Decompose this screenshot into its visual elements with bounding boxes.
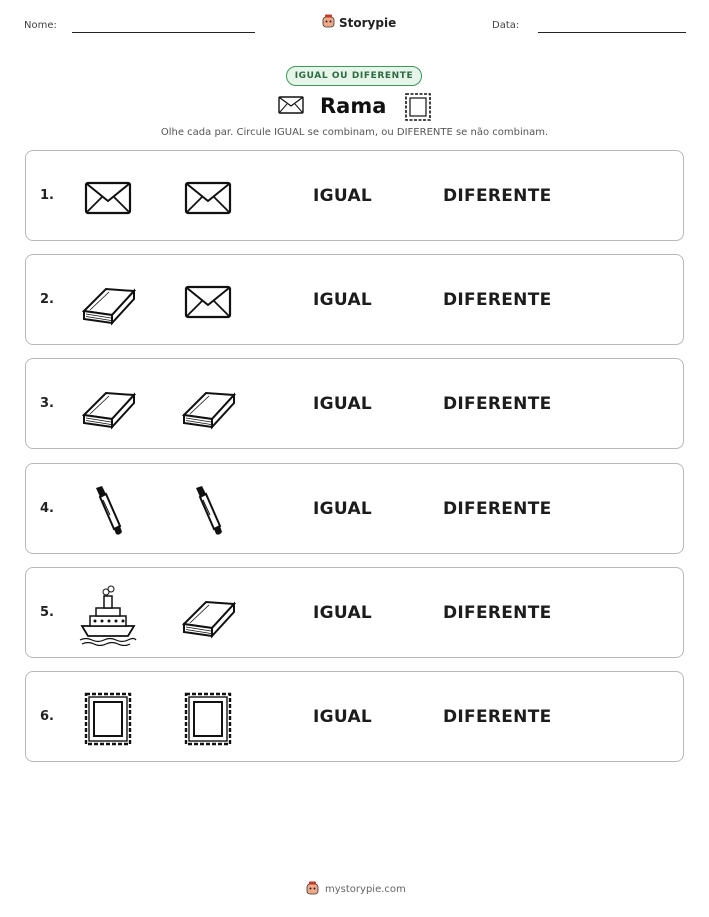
option-different[interactable]: DIFERENTE (443, 499, 552, 519)
book-icon (176, 584, 240, 646)
option-different[interactable]: DIFERENTE (443, 186, 552, 206)
book-icon (176, 375, 240, 437)
stamp-icon (404, 92, 432, 122)
exercise-row (25, 671, 684, 762)
worksheet-tag: IGUAL OU DIFERENTE (286, 66, 422, 86)
storypie-logo-icon (306, 880, 319, 899)
book-icon (76, 271, 140, 333)
row-number: 4. (40, 501, 54, 516)
stamp-icon (76, 688, 140, 750)
book-icon (76, 375, 140, 437)
footer (306, 880, 406, 899)
option-different[interactable]: DIFERENTE (443, 394, 552, 414)
option-same[interactable]: IGUAL (313, 186, 373, 206)
exercise-row (25, 358, 684, 449)
name-field[interactable] (72, 32, 255, 33)
row-number: 2. (40, 292, 54, 307)
option-different[interactable]: DIFERENTE (443, 290, 552, 310)
brand-name: Storypie (339, 15, 397, 30)
title-row (0, 92, 709, 122)
exercise-row (25, 567, 684, 658)
fountain-pen-icon (76, 480, 140, 542)
envelope-icon (278, 95, 304, 115)
row-number: 5. (40, 605, 54, 620)
row-number: 6. (40, 709, 54, 724)
instructions: Olhe cada par. Circule IGUAL se combinam, ou DIFERENTE se não combinam. (160, 127, 549, 138)
exercise-row (25, 463, 684, 554)
storypie-logo-icon (322, 13, 335, 32)
option-same[interactable]: IGUAL (313, 603, 373, 623)
row-number: 1. (40, 188, 54, 203)
name-label: Nome: (24, 20, 57, 31)
option-different[interactable]: DIFERENTE (443, 603, 552, 623)
option-same[interactable]: IGUAL (313, 707, 373, 727)
footer-url[interactable]: mystorypie.com (325, 884, 406, 895)
ship-icon (76, 584, 140, 646)
exercise-row (25, 150, 684, 241)
envelope-icon (176, 167, 240, 229)
option-different[interactable]: DIFERENTE (443, 707, 552, 727)
stamp-icon (176, 688, 240, 750)
row-number: 3. (40, 396, 54, 411)
brand (322, 13, 396, 32)
exercise-row (25, 254, 684, 345)
page-title: Rama (320, 94, 387, 118)
date-label: Data: (492, 20, 520, 31)
option-same[interactable]: IGUAL (313, 394, 373, 414)
date-field[interactable] (538, 32, 686, 33)
option-same[interactable]: IGUAL (313, 499, 373, 519)
envelope-icon (176, 271, 240, 333)
fountain-pen-icon (176, 480, 240, 542)
option-same[interactable]: IGUAL (313, 290, 373, 310)
envelope-icon (76, 167, 140, 229)
